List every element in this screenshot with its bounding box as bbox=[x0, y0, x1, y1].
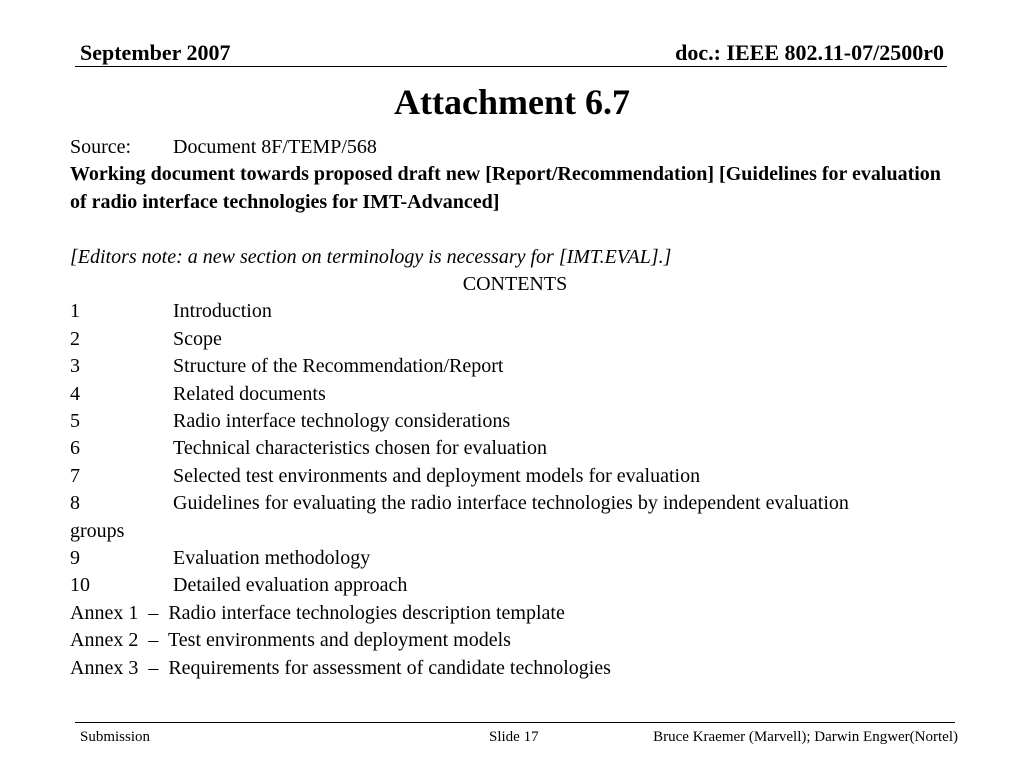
footer-submission: Submission bbox=[80, 729, 151, 745]
toc-number: 7 bbox=[70, 464, 80, 487]
toc-number: 1 bbox=[70, 300, 80, 323]
header-doc-id: doc.: IEEE 802.11-07/2500r0 bbox=[675, 40, 944, 65]
toc-number: 8 bbox=[70, 492, 80, 515]
toc-item-continuation: groups bbox=[70, 519, 125, 542]
footer-rule bbox=[75, 722, 955, 723]
toc-text: Introduction bbox=[173, 300, 272, 323]
header-rule bbox=[75, 66, 947, 67]
toc-number: 5 bbox=[70, 410, 80, 433]
toc-number: 3 bbox=[70, 355, 80, 378]
working-document-title: Working document towards proposed draft new [Report/Recommendation] [Guidelines for evaluation of radio interface technologies for IMT-Advanced] bbox=[70, 163, 941, 213]
toc-item bbox=[70, 545, 960, 572]
source-value: Document 8F/TEMP/568 bbox=[173, 136, 377, 158]
toc-number: 10 bbox=[70, 574, 90, 597]
footer-authors: Bruce Kraemer (Marvell); Darwin Engwer(Nortel) bbox=[653, 729, 958, 745]
annex-item: Annex 1 – Radio interface technologies description template bbox=[70, 601, 565, 624]
toc-text: Related documents bbox=[173, 382, 326, 405]
blank-line bbox=[70, 216, 960, 243]
toc-item bbox=[70, 408, 960, 435]
contents-heading: CONTENTS bbox=[462, 273, 568, 296]
toc-item bbox=[70, 353, 960, 380]
toc-number: 6 bbox=[70, 437, 80, 460]
slide-title: Attachment 6.7 bbox=[394, 82, 630, 122]
slide-body bbox=[70, 134, 960, 682]
toc-text: Selected test environments and deployment models for evaluation bbox=[173, 464, 701, 487]
footer-slide-number: Slide 17 bbox=[489, 729, 539, 745]
annex-item: Annex 2 – Test environments and deployment models bbox=[70, 629, 511, 652]
annex-item: Annex 3 – Requirements for assessment of candidate technologies bbox=[70, 656, 611, 679]
toc-text: Technical characteristics chosen for evaluation bbox=[173, 437, 547, 460]
toc-item bbox=[70, 463, 960, 490]
toc-text: Evaluation methodology bbox=[173, 547, 371, 570]
toc-text: Scope bbox=[173, 327, 222, 350]
toc-text: Detailed evaluation approach bbox=[173, 574, 408, 597]
toc-text: Structure of the Recommendation/Report bbox=[173, 355, 504, 378]
header-date: September 2007 bbox=[80, 40, 231, 65]
table-of-contents bbox=[70, 298, 960, 599]
toc-item bbox=[70, 490, 960, 517]
annex-list bbox=[70, 600, 960, 682]
source-line bbox=[70, 134, 960, 161]
editors-note: [Editors note: a new section on terminology is necessary for [IMT.EVAL].] bbox=[70, 245, 672, 268]
toc-text: Radio interface technology considerations bbox=[173, 410, 511, 433]
source-label: Source: bbox=[70, 136, 132, 158]
toc-item bbox=[70, 381, 960, 408]
toc-number: 2 bbox=[70, 327, 80, 350]
toc-item bbox=[70, 326, 960, 353]
toc-item bbox=[70, 298, 960, 325]
toc-text: Guidelines for evaluating the radio interface technologies by independent evaluation bbox=[173, 492, 849, 515]
toc-item bbox=[70, 435, 960, 462]
toc-number: 9 bbox=[70, 547, 80, 570]
toc-item bbox=[70, 572, 960, 599]
toc-number: 4 bbox=[70, 382, 80, 405]
